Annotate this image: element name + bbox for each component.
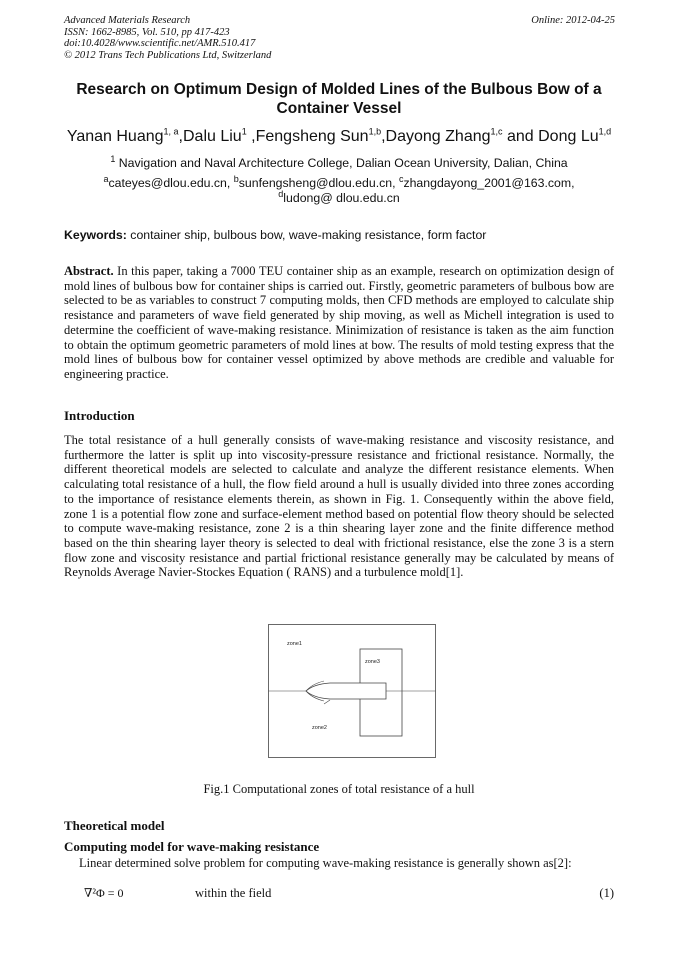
section-heading-theoretical-model: Theoretical model <box>64 818 165 833</box>
journal-header <box>64 15 615 61</box>
online-date: Online: 2012-04-25 <box>531 15 615 26</box>
author-name: Dalu Liu <box>182 128 242 145</box>
author-list <box>20 127 658 147</box>
author-separator: , <box>178 128 183 145</box>
author-name: Fengsheng Sun <box>255 128 369 145</box>
author-name: Dayong Zhang <box>385 128 491 145</box>
author-affil-mark: 1,b <box>368 126 382 137</box>
issn-line: ISSN: 1662-8985, Vol. 510, pp 417-423 <box>64 26 230 38</box>
doi-line: doi:10.4028/www.scientific.net/AMR.510.417 <box>64 38 256 50</box>
figure-caption: Fig.1 Computational zones of total resistance of a hull <box>203 782 475 796</box>
keywords-text: container ship, bulbous bow, wave-making resistance, form factor <box>126 228 487 242</box>
introduction-heading: Introduction <box>64 408 135 423</box>
author-affil-mark: 1 <box>241 126 247 137</box>
author-affil-mark: 1,d <box>598 126 612 137</box>
copyright-line: © 2012 Trans Tech Publications Ltd, Switzerland <box>64 49 272 61</box>
email-d[interactable]: ludong@ dlou.edu.cn <box>283 191 400 205</box>
abstract-text: In this paper, taking a 7000 TEU container ship as an example, research on optimization design of mold lines of bulbous bow for container ships is carried out. Firstly, geometric parameters of bulbous bow are selected to be as variables to construct 7 computing molds, then CFD methods are employed to calculate ship resistance and parameters of wave field generated by ship moving, as well as Michell integration is used to determine the coefficient of wave-making resistance. Minimization of resistance is taken as the aim function to obtain the optimum geometric parameters of mold lines at bow. The results of mold testing express that the mold lines of bulbous bow for container vessel optimized by above methods are credible and valuable for engineering practice. <box>64 264 614 381</box>
keywords-label: Keywords: <box>64 228 127 242</box>
zone3-label: zone3 <box>365 659 380 665</box>
hull-outline <box>306 683 386 699</box>
figure-computational-zones <box>268 624 436 758</box>
email-list: $^a$cateyes@dlou.edu.cn, $^b$sunfengsheng@dlou.edu.cn, $^c$zhangdayong_2001@163.com, $^d$ludong@ dlou.edu.cn <box>103 173 575 205</box>
author-name: Yanan Huang <box>66 128 164 145</box>
zone1-label: zone1 <box>287 641 302 647</box>
email-a[interactable]: cateyes@dlou.edu.cn, <box>108 176 231 190</box>
zone2-label: zone2 <box>312 725 327 731</box>
author-affil-mark: 1, a <box>163 126 179 137</box>
keywords <box>64 227 624 243</box>
author-affil-mark: 1,c <box>490 126 503 137</box>
author-separator: and <box>502 128 539 145</box>
author-name: Dong Lu <box>538 128 599 145</box>
introduction-text: The total resistance of a hull generally consists of wave-making resistance and viscosity resistance, and furthermore the latter is split up into viscosity-pressure resistance and frictional resistance. Normally, the different theoretical models are selected to calculate and analyze the different resistance elements. When calculating total resistance of a hull, the flow field around a hull is usually divided into three zones according to the importance of resistance elements therein, as shown in Fig. 1. Consequently within the above field, zone 1 is a potential flow zone and surface-element method based on potential flow theory should be selected to compute wave-making resistance, zone 2 is a thin shearing layer zone and the finite difference method based on the thin shearing layer theory is selected to deal with frictional resistance, else the zone 3 is a stern flow zone and viscosity resistance and partial frictional resistance generally may be calculated by means of Reynolds Average Navier-Stockes Equation ( RANS) and a turbulence mold[1]. <box>64 433 614 580</box>
equation-formula: ∇²Φ = 0 <box>84 886 124 900</box>
affiliation-mark: 1 <box>110 153 116 164</box>
abstract <box>64 264 614 382</box>
affiliation <box>20 155 658 171</box>
wave-making-intro-text: Linear determined solve problem for computing wave-making resistance is generally shown as[2]: <box>79 856 572 870</box>
author-separator: , <box>246 128 256 145</box>
abstract-label: Abstract. <box>64 264 114 278</box>
paper-title: Research on Optimum Design of Molded Lines of the Bulbous Bow of a Container Vessel <box>76 81 602 117</box>
journal-name: Advanced Materials Research <box>64 15 191 26</box>
email-c[interactable]: zhangdayong_2001@163.com, <box>403 176 575 190</box>
subsection-heading-wave-making: Computing model for wave-making resistance <box>64 839 320 854</box>
email-b[interactable]: sunfengsheng@dlou.edu.cn, <box>238 176 396 190</box>
equation-description: within the field <box>195 886 272 900</box>
equation-number: (1) <box>599 886 614 900</box>
author-separator: , <box>381 128 386 145</box>
affiliation-text: Navigation and Naval Architecture College, Dalian Ocean University, Dalian, China <box>115 156 568 170</box>
